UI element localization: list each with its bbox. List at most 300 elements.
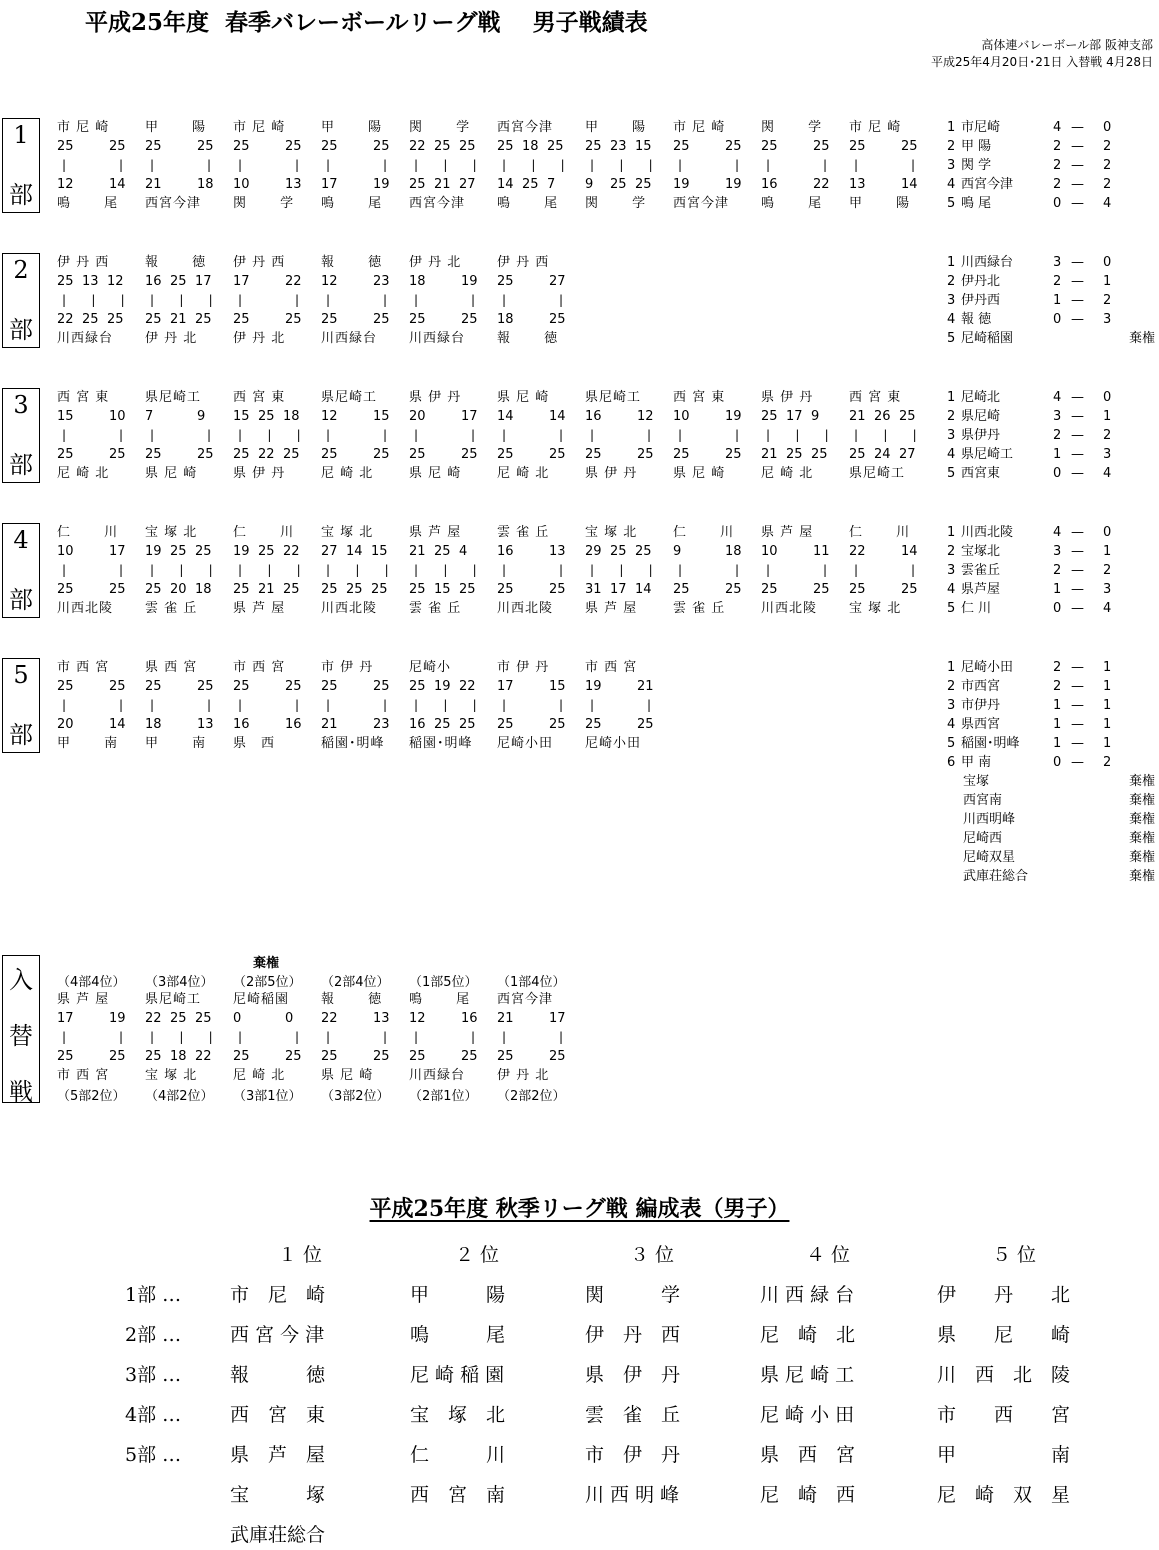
formation-team: 武庫荘総合 (230, 1524, 326, 1546)
home-set-scores (585, 542, 673, 561)
match (673, 388, 761, 488)
set-divider: | (502, 563, 507, 577)
home-set-score: 10 (57, 544, 74, 559)
home-set-scores (585, 407, 673, 426)
home-team: 市 尼 崎 (849, 120, 902, 135)
away-team: 尼 崎 北 (233, 1068, 286, 1083)
formation-team: 西 宮 南 (410, 1484, 506, 1506)
away-team: 県 尼 崎 (409, 466, 462, 481)
home-team: 市 尼 崎 (673, 120, 726, 135)
playoff-top-rank: （3部4位） (145, 975, 214, 990)
away-set-scores (497, 1047, 585, 1066)
score-dividers (409, 426, 497, 445)
away-team: 市 西 宮 (57, 1068, 110, 1083)
set-divider: | (502, 1030, 507, 1044)
away-set-scores (321, 715, 409, 734)
home-team: 宝 塚 北 (145, 525, 198, 540)
away-set-score: 25 (321, 582, 338, 597)
away-set-score: 19 (725, 177, 742, 192)
home-team: 市 西 宮 (57, 660, 110, 675)
match (145, 658, 233, 758)
home-team: 仁 川 (673, 525, 735, 540)
formation-division: 2部 … (125, 1324, 182, 1346)
home-set-scores (321, 1009, 409, 1028)
away-team: 川西北陵 (497, 601, 554, 616)
away-set-score: 25 (637, 447, 654, 462)
match (57, 990, 145, 1090)
formation-team: 県 尼 崎 (937, 1324, 1071, 1346)
page-title: 平成25年度 春季バレーボールリーグ戦 男子戦績表 (85, 9, 648, 36)
away-set-score: 25 (346, 582, 363, 597)
home-set-score: 17 (233, 274, 250, 289)
standing-rank: 4 (947, 582, 956, 597)
home-set-score: 25 (233, 139, 250, 154)
home-set-score: 10 (109, 409, 126, 424)
score-dividers (145, 696, 233, 715)
away-team: 県 芦 屋 (585, 601, 638, 616)
standing-losses: 1 (1103, 409, 1112, 424)
away-set-score: 14 (109, 177, 126, 192)
standing-team: 雲雀丘 (961, 563, 1001, 578)
home-set-score: 14 (549, 409, 566, 424)
away-set-score: 25 (549, 1049, 566, 1064)
standings-row (945, 542, 1155, 561)
score-dividers (233, 1028, 321, 1047)
playoff-bottom-rank: （2部2位） (497, 1089, 566, 1104)
home-set-score: 21 (497, 1011, 514, 1026)
standing-team: 伊丹北 (961, 274, 1001, 289)
standing-dash: — (1071, 409, 1084, 424)
set-divider: | (119, 158, 124, 172)
away-set-scores (145, 445, 233, 464)
standing-wins: 1 (1053, 293, 1062, 308)
score-dividers (761, 561, 849, 580)
set-divider: | (414, 563, 419, 577)
division-3 (0, 388, 1159, 498)
standing-losses: 2 (1103, 428, 1112, 443)
away-set-scores (673, 175, 761, 194)
home-set-score: 25 (233, 679, 250, 694)
away-set-scores (409, 1047, 497, 1066)
home-set-score: 25 (170, 1011, 187, 1026)
home-set-score: 25 (197, 139, 214, 154)
home-set-scores (409, 677, 497, 696)
set-divider: | (267, 428, 272, 442)
away-set-score: 25 (409, 312, 426, 327)
abstain-mark: 棄権 (1128, 793, 1155, 808)
home-team: 西 宮 東 (673, 390, 726, 405)
away-set-score: 25 (283, 582, 300, 597)
standing-rank: 2 (947, 679, 956, 694)
home-team: 県 伊 丹 (761, 390, 814, 405)
home-set-score: 25 (497, 274, 514, 289)
standing-losses: 0 (1103, 525, 1112, 540)
standing-losses: 2 (1103, 139, 1112, 154)
score-dividers (57, 1028, 145, 1047)
formation-team: 関 学 (585, 1284, 681, 1306)
home-team: 伊 丹 西 (57, 255, 110, 270)
standing-losses: 2 (1103, 755, 1112, 770)
set-divider: | (471, 293, 476, 307)
formation-team: 甲 南 (937, 1444, 1071, 1466)
home-team: 報 徳 (321, 255, 383, 270)
home-set-score: 15 (373, 409, 390, 424)
standing-team: 県西宮 (961, 717, 1001, 732)
home-set-score: 21 (849, 409, 866, 424)
standing-dash: — (1071, 660, 1084, 675)
formation-team: 市 伊 丹 (585, 1444, 681, 1466)
match (57, 658, 145, 758)
away-set-scores (409, 445, 497, 464)
home-set-scores (321, 407, 409, 426)
set-divider: | (678, 158, 683, 172)
match (233, 658, 321, 758)
score-dividers (849, 156, 937, 175)
formation-team: 尼 崎 北 (760, 1324, 856, 1346)
home-set-scores (409, 137, 497, 156)
away-team: 県 西 (233, 736, 276, 751)
score-dividers (233, 561, 321, 580)
division-label (2, 523, 40, 618)
formation-team: 宝 塚 北 (410, 1404, 506, 1426)
home-set-scores (849, 542, 937, 561)
set-divider: | (590, 428, 595, 442)
playoff-label-char-1: 入 (9, 966, 33, 994)
standings-row (945, 696, 1155, 715)
set-divider: | (296, 563, 301, 577)
standing-wins: 0 (1053, 601, 1062, 616)
home-set-score: 21 (637, 679, 654, 694)
set-divider: | (854, 158, 859, 172)
standing-wins: 4 (1053, 525, 1062, 540)
standings-row (945, 253, 1155, 272)
set-divider: | (502, 428, 507, 442)
division-number: 4 (13, 526, 29, 554)
home-set-score: 17 (461, 409, 478, 424)
set-divider: | (823, 158, 828, 172)
standing-team: 尼崎小田 (961, 660, 1014, 675)
abstain-mark: 棄権 (1128, 831, 1155, 846)
home-set-scores (145, 542, 233, 561)
score-dividers (57, 426, 145, 445)
set-divider: | (911, 563, 916, 577)
match (145, 990, 233, 1090)
away-team: 尼 崎 北 (761, 466, 814, 481)
home-set-score: 25 (610, 544, 627, 559)
formation-team: 川 西 北 陵 (937, 1364, 1071, 1386)
away-set-score: 25 (522, 177, 539, 192)
standing-losses: 1 (1103, 698, 1112, 713)
set-divider: | (559, 698, 564, 712)
away-set-score: 25 (673, 582, 690, 597)
set-divider: | (119, 1030, 124, 1044)
set-divider: | (238, 1030, 243, 1044)
formation-team: 西 宮 東 (230, 1404, 326, 1426)
standing-rank: 2 (947, 409, 956, 424)
standing-team: 伊丹西 (961, 293, 1001, 308)
formation-header (0, 1240, 1159, 1270)
home-set-scores (409, 407, 497, 426)
formation-division: 1部 … (125, 1284, 182, 1306)
home-set-scores (233, 542, 321, 561)
home-set-scores (233, 407, 321, 426)
set-divider: | (590, 698, 595, 712)
home-team: 西 宮 東 (849, 390, 902, 405)
match (585, 388, 673, 488)
away-set-scores (761, 445, 849, 464)
score-dividers (673, 561, 761, 580)
standing-wins: 2 (1053, 177, 1062, 192)
away-set-score: 25 (459, 582, 476, 597)
away-set-score: 25 (145, 582, 162, 597)
standings-row (945, 156, 1155, 175)
match (57, 118, 145, 218)
score-dividers (585, 696, 673, 715)
home-set-score: 13 (373, 1011, 390, 1026)
home-set-score: 22 (409, 139, 426, 154)
standing-team: 宝塚北 (961, 544, 1001, 559)
standings-row (945, 580, 1155, 599)
match (321, 388, 409, 488)
home-set-score: 15 (635, 139, 652, 154)
standing-rank: 4 (947, 177, 956, 192)
home-team: 仁 川 (849, 525, 911, 540)
standing-losses: 1 (1103, 660, 1112, 675)
match (409, 523, 497, 623)
away-set-score: 10 (233, 177, 250, 192)
standing-losses: 4 (1103, 601, 1112, 616)
standing-rank: 5 (947, 601, 956, 616)
standing-rank: 2 (947, 274, 956, 289)
match (321, 990, 409, 1090)
away-team: 宝 塚 北 (849, 601, 902, 616)
division-suffix: 部 (9, 181, 33, 209)
home-set-score: 25 (258, 544, 275, 559)
standing-wins: 4 (1053, 120, 1062, 135)
away-set-score: 25 (549, 447, 566, 462)
home-set-scores (673, 137, 761, 156)
away-set-score: 25 (233, 312, 250, 327)
match (145, 253, 233, 353)
standing-wins: 0 (1053, 312, 1062, 327)
set-divider: | (383, 158, 388, 172)
standing-rank: 1 (947, 120, 956, 135)
away-team: 伊 丹 北 (233, 331, 286, 346)
home-set-score: 9 (673, 544, 682, 559)
division-5 (0, 658, 1159, 884)
division-number: 5 (13, 661, 29, 689)
away-set-score: 25 (497, 447, 514, 462)
standing-dash: — (1071, 755, 1084, 770)
home-team: 伊 丹 西 (233, 255, 286, 270)
home-team: 県 伊 丹 (409, 390, 462, 405)
standing-wins: 0 (1053, 755, 1062, 770)
home-set-score: 19 (725, 409, 742, 424)
home-set-score: 15 (371, 544, 388, 559)
away-set-scores (57, 310, 145, 329)
set-divider: | (62, 293, 67, 307)
home-set-score: 22 (283, 544, 300, 559)
home-set-score: 10 (761, 544, 778, 559)
away-set-score: 22 (813, 177, 830, 192)
away-team: 甲 南 (145, 736, 207, 751)
set-divider: | (619, 158, 624, 172)
standing-team: 西宮今津 (961, 177, 1014, 192)
away-set-score: 25 (459, 717, 476, 732)
score-dividers (321, 561, 409, 580)
away-set-score: 12 (57, 177, 74, 192)
playoff-label (2, 955, 40, 1106)
home-set-score: 25 (761, 409, 778, 424)
away-set-score: 21 (434, 177, 451, 192)
home-team: 仁 川 (57, 525, 119, 540)
away-set-score: 16 (285, 717, 302, 732)
rank-header: ４ 位 (806, 1244, 851, 1266)
away-set-score: 25 (811, 447, 828, 462)
away-team: 西宮今津 (145, 196, 202, 211)
set-divider: | (647, 428, 652, 442)
standing-team: 尼崎北 (961, 390, 1001, 405)
away-set-scores (233, 445, 321, 464)
away-set-score: 14 (109, 717, 126, 732)
set-divider: | (854, 428, 859, 442)
standing-rank: 4 (947, 447, 956, 462)
standings-row (945, 388, 1155, 407)
formation-team: 西 宮 今 津 (230, 1324, 325, 1346)
standing-losses: 0 (1103, 120, 1112, 135)
away-set-score: 20 (57, 717, 74, 732)
standings-row (945, 677, 1155, 696)
standing-losses: 2 (1103, 563, 1112, 578)
home-set-score: 25 (57, 139, 74, 154)
home-set-score: 18 (409, 274, 426, 289)
standing-dash: — (1071, 158, 1084, 173)
set-divider: | (414, 698, 419, 712)
score-dividers (497, 291, 585, 310)
set-divider: | (559, 428, 564, 442)
home-set-score: 25 (373, 679, 390, 694)
standing-rank: 5 (947, 331, 956, 346)
standing-team: 稲園･明峰 (961, 736, 1020, 751)
standings (945, 523, 1155, 618)
home-set-score: 10 (673, 409, 690, 424)
away-team: 尼 崎 北 (321, 466, 374, 481)
away-set-score: 25 (637, 717, 654, 732)
away-set-score: 25 (549, 717, 566, 732)
set-divider: | (502, 293, 507, 307)
away-set-score: 13 (285, 177, 302, 192)
standings-row (945, 272, 1155, 291)
standing-team: 市伊丹 (961, 698, 1001, 713)
standing-team: 報 徳 (961, 312, 992, 327)
formation-team: 県 芦 屋 (230, 1444, 326, 1466)
home-set-score: 18 (522, 139, 539, 154)
standing-dash: — (1071, 196, 1084, 211)
score-dividers (585, 426, 673, 445)
set-divider: | (443, 563, 448, 577)
organizer-info (931, 37, 1153, 71)
standing-dash: — (1071, 601, 1084, 616)
away-set-score: 16 (233, 717, 250, 732)
set-divider: | (472, 563, 477, 577)
set-divider: | (119, 428, 124, 442)
home-set-score: 25 (547, 139, 564, 154)
standing-losses: 3 (1103, 582, 1112, 597)
standing-wins: 2 (1053, 139, 1062, 154)
set-divider: | (120, 293, 125, 307)
home-set-score: 25 (195, 544, 212, 559)
away-set-scores (409, 310, 497, 329)
home-team: 甲 陽 (321, 120, 383, 135)
home-set-score: 25 (673, 139, 690, 154)
standing-wins: 2 (1053, 428, 1062, 443)
away-team: 西宮今津 (409, 196, 466, 211)
score-dividers (145, 561, 233, 580)
home-set-score: 15 (57, 409, 74, 424)
away-set-score: 25 (373, 447, 390, 462)
standing-wins: 3 (1053, 544, 1062, 559)
score-dividers (409, 561, 497, 580)
home-set-score: 14 (497, 409, 514, 424)
abstained-team: 川西明峰 (963, 812, 1016, 827)
formation-row (0, 1360, 1159, 1390)
away-set-score: 17 (321, 177, 338, 192)
home-set-score: 27 (549, 274, 566, 289)
set-divider: | (559, 563, 564, 577)
home-set-score: 22 (849, 544, 866, 559)
standing-dash: — (1071, 139, 1084, 154)
set-divider: | (735, 428, 740, 442)
away-set-score: 25 (321, 447, 338, 462)
standing-team: 県芦屋 (961, 582, 1001, 597)
home-set-score: 19 (145, 544, 162, 559)
set-divider: | (590, 563, 595, 577)
standing-losses: 2 (1103, 293, 1112, 308)
playoff-abstain-note: 棄権 (253, 956, 280, 971)
set-divider: | (471, 1030, 476, 1044)
home-team: 市 西 宮 (233, 660, 286, 675)
set-divider: | (502, 158, 507, 172)
away-set-score: 25 (233, 582, 250, 597)
standing-dash: — (1071, 698, 1084, 713)
set-divider: | (383, 428, 388, 442)
standing-team: 甲 南 (961, 755, 992, 770)
away-set-score: 25 (813, 582, 830, 597)
standing-dash: — (1071, 177, 1084, 192)
home-team: 宝 塚 北 (321, 525, 374, 540)
away-set-scores (57, 715, 145, 734)
away-set-score: 9 (585, 177, 594, 192)
abstained-row (945, 772, 1155, 791)
home-team: 市 西 宮 (585, 660, 638, 675)
away-set-score: 16 (409, 717, 426, 732)
home-set-scores (57, 1009, 145, 1028)
standing-wins: 3 (1053, 255, 1062, 270)
away-set-scores (145, 715, 233, 734)
set-divider: | (150, 698, 155, 712)
match (849, 118, 937, 218)
away-set-score: 18 (497, 312, 514, 327)
set-divider: | (326, 563, 331, 577)
set-divider: | (414, 428, 419, 442)
rank-header: ５ 位 (992, 1244, 1037, 1266)
away-set-score: 25 (57, 1049, 74, 1064)
standing-team: 県伊丹 (961, 428, 1001, 443)
standing-wins: 0 (1053, 466, 1062, 481)
away-set-score: 25 (409, 582, 426, 597)
standing-dash: — (1071, 736, 1084, 751)
score-dividers (145, 156, 233, 175)
